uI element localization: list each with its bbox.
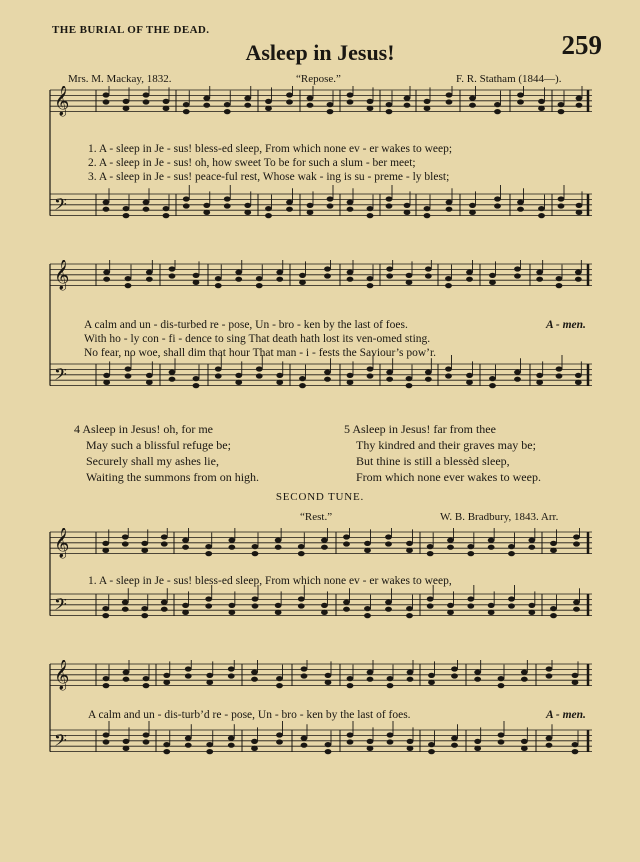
svg-text:𝄞: 𝄞	[54, 660, 70, 690]
lyric-line-6: No fear, no woe, shall dim that hour That man - i - fests the Saviour’s pow’r.	[84, 347, 437, 359]
score-system-2	[40, 260, 596, 430]
svg-text:𝄢: 𝄢	[54, 594, 67, 618]
svg-text:𝄢: 𝄢	[54, 194, 67, 218]
lyric-line-8: A calm and un - dis-turb’d re - pose, Un - bro - ken by the last of foes.	[88, 709, 411, 721]
music-notation	[40, 260, 596, 430]
lyric-line-1: 1. A - sleep in Je - sus! bless-ed sleep, From which none ev - er wakes to weep;	[88, 143, 453, 155]
author-credit: Mrs. M. Mackay, 1832.	[68, 73, 172, 85]
second-tune-name: “Rest.”	[300, 511, 333, 523]
second-tune-heading: SECOND TUNE.	[275, 491, 365, 503]
lyric-line-3: 3. A - sleep in Je - sus! peace-ful rest, Whose wak - ing is su - preme - ly blest;	[88, 171, 450, 183]
tune-name: “Repose.”	[296, 73, 341, 85]
lyric-line-4: A calm and un - dis-turbed re - pose, Un - bro - ken by the last of foes.	[84, 319, 408, 331]
svg-text:𝄞: 𝄞	[54, 260, 70, 290]
svg-text:𝄢: 𝄢	[54, 730, 67, 754]
lyric-line-5: With ho - ly con - fi - dence to sing That death hath lost its ven-omed sting.	[84, 333, 431, 345]
svg-text:𝄞: 𝄞	[54, 86, 70, 116]
hymn-title: Asleep in Jesus!	[245, 40, 395, 65]
amen-text: A - men.	[546, 319, 586, 331]
composer-credit: F. R. Statham (1844—).	[456, 73, 562, 85]
lyric-line-7: 1. A - sleep in Je - sus! bless-ed sleep, From which none ev - er wakes to weep,	[88, 575, 452, 587]
svg-text:𝄢: 𝄢	[54, 364, 67, 388]
verse-5: 5 Asleep in Jesus! far from thee Thy kindred and their graves may be; But thine is still a blessèd sleep, From which none ever wakes to weep.	[344, 422, 541, 484]
svg-text:𝄞: 𝄞	[54, 528, 70, 558]
amen-text-2: A - men.	[546, 709, 586, 721]
lyric-line-2: 2. A - sleep in Je - sus! oh, how sweet To be for such a slum - ber meet;	[88, 157, 416, 169]
second-composer-credit: W. B. Bradbury, 1843. Arr.	[440, 511, 559, 523]
section-label: THE BURIAL OF THE DEAD.	[52, 24, 210, 36]
page-number: 259	[561, 30, 602, 60]
verse-4: 4 Asleep in Jesus! oh, for me May such a blissful refuge be; Securely shall my ashes lie, Waiting the summons from on high.	[74, 422, 260, 484]
